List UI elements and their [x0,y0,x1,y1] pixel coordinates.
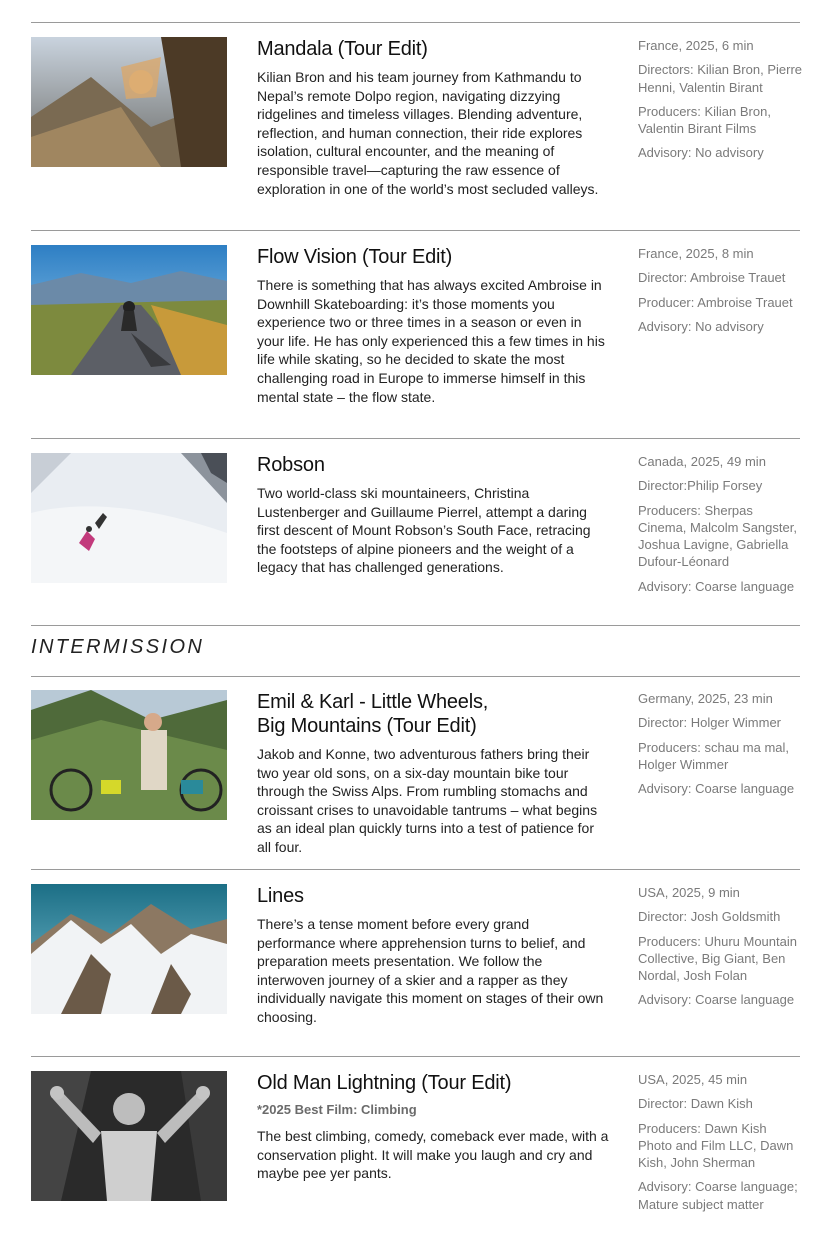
snowy-ridge-photo [31,884,227,1014]
film-origin: USA, 2025, 45 min [638,1072,748,1087]
divider [31,625,800,626]
film-description: Kilian Bron and his team journey from Kathmandu to Nepal’s remote Dolpo region, navigating dizzying ridgelines and timeless villages. Blending adventure, reflection, and human connection, their ride explores isolation, cultural encounter, and the meaning of responsible travel—capturing the raw essence of exploration in one of the world’s most secluded valleys. [257,69,599,197]
film-meta [638,1071,803,1220]
film-meta [638,690,803,804]
film-title[interactable]: Lines [257,885,304,907]
family-bike-photo [31,690,227,820]
film-origin: USA, 2025, 9 min [638,885,740,900]
divider [31,230,800,231]
film-advisory: Advisory: No advisory [638,318,764,334]
film-producers: Producer: Ambroise Trauet [638,294,793,310]
film-description: There is something that has always excited Ambroise in Downhill Skateboarding: it’s those moments you experience two or three times in a season or even in your life. He has only experienced this a few times in his life while skating, so he decided to skate the most challenging road in Europe to immerse himself in this mental state – the flow state. [257,277,605,405]
divider [31,676,800,677]
film-origin: France, 2025, 6 min [638,38,754,53]
film-origin: Germany, 2025, 23 min [638,691,773,706]
award-badge: *2025 Best Film: Climbing [257,1102,417,1117]
film-title[interactable]: Old Man Lightning (Tour Edit) [257,1072,512,1094]
film-meta [638,37,803,169]
film-title[interactable]: Robson [257,454,325,476]
film-description: Two world-class ski mountaineers, Christina Lustenberger and Guillaume Pierrel, attempt a daring first descent of Mount Robson’s South Face, retracing the footsteps of alpine pioneers and the weight of a legacy that has challenged generations. [257,485,591,576]
film-description: The best climbing, comedy, comeback ever made, with a conservation plight. It will make you laugh and cry and maybe pee yer pants. [257,1128,609,1182]
film-thumbnail[interactable] [31,453,227,583]
film-thumbnail[interactable] [31,245,227,375]
divider [31,1056,800,1057]
film-thumbnail[interactable] [31,1071,227,1201]
film-advisory: Advisory: Coarse language [638,992,795,1008]
film-description: There’s a tense moment before every grand performance where apprehension turns to belief, and preparation meets presentation. We follow the interwoven journey of a skier and a rapper as they individually navigate this moment on stages of their own choosing. [257,916,604,1025]
intermission-heading: INTERMISSION [31,636,205,658]
skateboard-road-photo [31,245,227,375]
mountain-bike-photo [31,37,227,167]
film-thumbnail[interactable] [31,37,227,167]
film-title[interactable]: Emil & Karl - Little Wheels, Big Mountains (Tour Edit) [257,691,489,737]
film-title[interactable]: Flow Vision (Tour Edit) [257,246,453,268]
film-directors: Director: Ambroise Trauet [638,270,786,286]
film-title[interactable]: Mandala (Tour Edit) [257,38,428,60]
film-producers: Producers: Dawn Kish Photo and Film LLC, Dawn Kish, John Sherman [638,1120,794,1171]
film-producers: Producers: schau ma mal, Holger Wimmer [638,739,790,772]
film-advisory: Advisory: Coarse language [638,578,795,594]
film-meta [638,453,803,602]
film-producers: Producers: Uhuru Mountain Collective, Big Giant, Ben Nordal, Josh Folan [638,933,797,984]
film-thumbnail[interactable] [31,884,227,1014]
film-meta [638,245,803,342]
film-directors: Director: Dawn Kish [638,1096,753,1112]
film-thumbnail[interactable] [31,690,227,820]
film-directors: Director: Holger Wimmer [638,715,782,731]
divider [31,438,800,439]
film-directors: Directors: Kilian Bron, Pierre Henni, Valentin Birant [638,62,802,95]
film-directors: Director: Josh Goldsmith [638,909,781,925]
film-advisory: Advisory: Coarse language [638,781,795,797]
divider [31,869,800,870]
film-description: Jakob and Konne, two adventurous fathers bring their two year old sons, on a six-day mountain bike tour through the Swiss Alps. From rumbling stomachs and croissant crises to unavoidable tantrums – what begins as an ideal plan quickly turns into a test of patience for all four. [257,746,598,855]
film-origin: Canada, 2025, 49 min [638,454,766,469]
divider [31,22,800,23]
film-meta [638,884,803,1016]
film-directors: Director:Philip Forsey [638,478,763,494]
film-origin: France, 2025, 8 min [638,246,754,261]
film-producers: Producers: Kilian Bron, Valentin Birant Films [638,103,771,137]
film-producers: Producers: Sherpas Cinema, Malcolm Sangster, Joshua Lavigne, Gabriella Dufour-Léonard [638,502,797,570]
ski-descent-photo [31,453,227,583]
climber-portrait-photo [31,1071,227,1201]
film-advisory: Advisory: No advisory [638,145,764,161]
film-advisory: Advisory: Coarse language; Mature subject matter [638,1179,798,1212]
